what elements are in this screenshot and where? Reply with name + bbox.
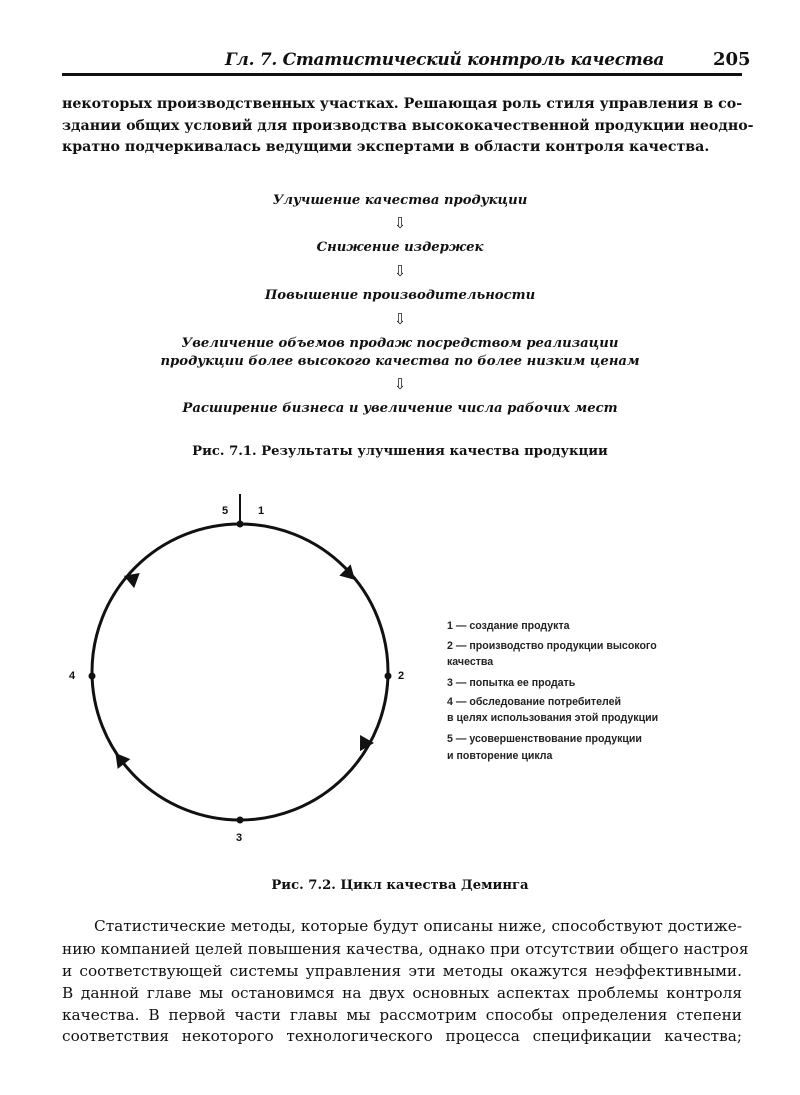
legend-item-1: 1 — создание продукта <box>447 620 570 632</box>
flow-step-quality: Улучшение качества продукции <box>272 193 528 208</box>
flow-step-business: Расширение бизнеса и увеличение числа рабочих мест <box>182 401 618 416</box>
flow-step-sales-line1: Увеличение объемов продаж посредством реализации <box>181 336 619 351</box>
cycle-point-1-5 <box>237 521 244 528</box>
running-header-title: Гл. 7. Статистический контроль качества <box>225 50 665 70</box>
body-line: Статистические методы, которые будут описаны ниже, способствуют достиже- <box>94 917 742 935</box>
flow-step-productivity: Повышение производительности <box>264 288 536 303</box>
body-line: В данной главе мы остановимся на двух основных аспектах проблемы контроля <box>62 984 742 1002</box>
legend-item-2: 2 — производство продукции высокого <box>447 640 657 652</box>
legend-item-4: 4 — обследование потребителей <box>447 696 621 708</box>
intro-line: здании общих условий для производства высококачественной продукции неодно- <box>62 118 754 134</box>
figure-7-1-caption: Рис. 7.1. Результаты улучшения качества продукции <box>192 444 608 459</box>
figure-7-2-caption: Рис. 7.2. Цикл качества Деминга <box>271 878 529 893</box>
cycle-point-4 <box>89 673 96 680</box>
cycle-circle <box>92 524 388 820</box>
cycle-point-2 <box>385 673 392 680</box>
body-line: соответствия некоторого технологического процесса спецификации качества; <box>62 1027 742 1045</box>
cycle-label-4: 4 <box>69 670 76 682</box>
cycle-label-5: 5 <box>222 505 229 517</box>
cycle-label-3: 3 <box>236 832 243 844</box>
intro-line: некоторых производственных участках. Решающая роль стиля управления в со- <box>62 96 743 112</box>
body-line: качества. В первой части главы мы рассмотрим способы определения степени <box>62 1006 742 1024</box>
legend-item-3: 3 — попытка ее продать <box>447 677 576 689</box>
legend-item-5: 5 — усовершенствование продукции <box>447 733 642 745</box>
down-arrow-icon: ⇩ <box>393 375 407 393</box>
flow-step-sales-line2: продукции более высокого качества по более низким ценам <box>160 354 640 369</box>
down-arrow-icon: ⇩ <box>393 214 407 232</box>
down-arrow-icon: ⇩ <box>393 262 407 280</box>
legend-item-2-cont: качества <box>447 656 494 668</box>
cycle-label-1: 1 <box>258 505 265 517</box>
legend-item-5-cont: и повторение цикла <box>447 750 553 762</box>
down-arrow-icon: ⇩ <box>393 310 407 328</box>
body-line: нию компанией целей повышения качества, однако при отсутствии общего настроя <box>62 940 749 958</box>
legend-item-4-cont: в целях использования этой продукции <box>447 712 659 724</box>
cycle-label-2: 2 <box>398 670 405 682</box>
cycle-point-3 <box>237 817 244 824</box>
page-number: 205 <box>713 49 751 70</box>
intro-line: кратно подчеркивалась ведущими экспертами в области контроля качества. <box>62 139 710 155</box>
body-line: и соответствующей системы управления эти методы окажутся неэффективными. <box>62 962 742 980</box>
flow-step-costs: Снижение издержек <box>316 240 484 255</box>
